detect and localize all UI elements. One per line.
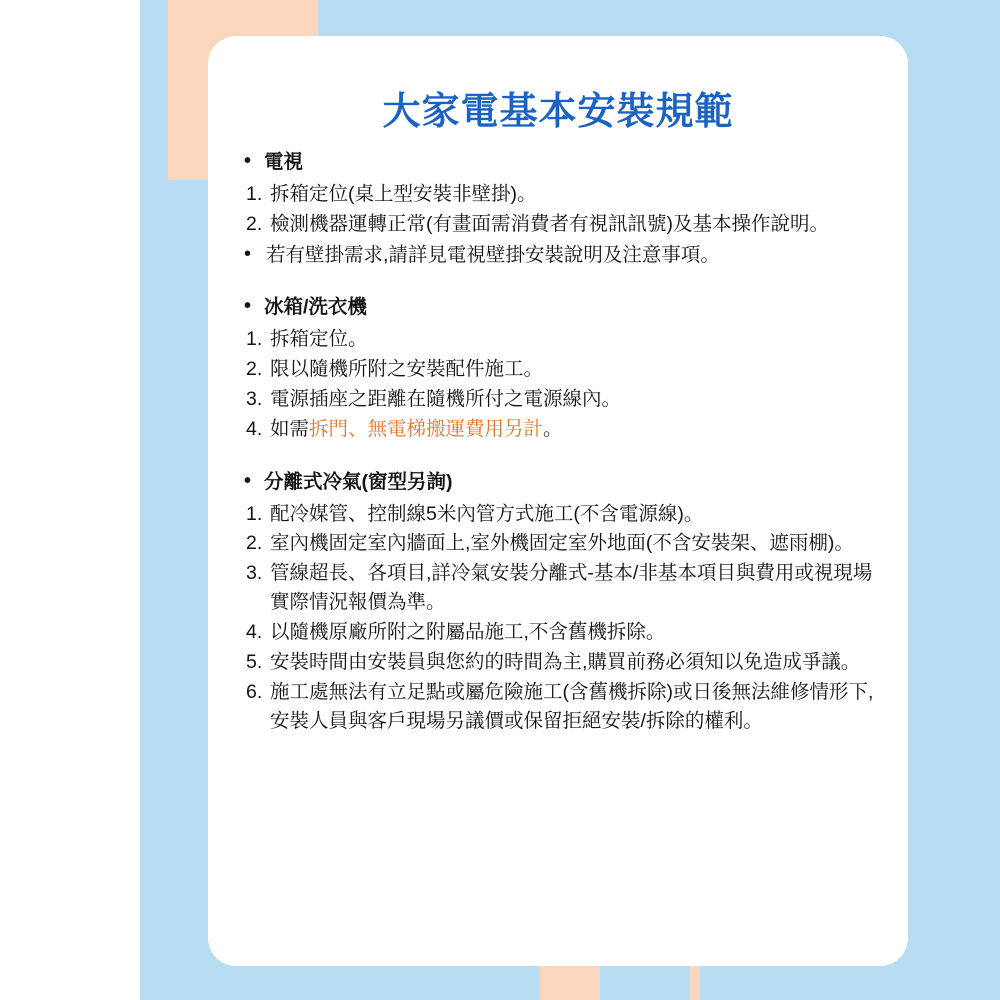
list-item: 電源插座之距離在隨機所付之電源線內。 xyxy=(270,388,622,411)
item-prefix: 如需 xyxy=(270,417,310,440)
page-title: 大家電基本安裝規範 xyxy=(382,91,734,133)
list-item: 配冷媒管、控制線5米內管方式施工(不含電源線)。 xyxy=(270,502,704,525)
section-tv xyxy=(246,148,882,269)
list-item-highlighted xyxy=(246,415,882,444)
list-item: 拆箱定位。 xyxy=(270,328,368,351)
section-tv-note: • 若有壁掛需求,請詳見電視壁掛安裝說明及注意事項。 xyxy=(264,241,882,270)
section-split-ac xyxy=(246,468,882,736)
section-heading: • 電視 xyxy=(264,148,882,177)
section-split-ac-list xyxy=(246,500,882,736)
list-item: 以隨機原廠所附之附屬品施工,不含舊機拆除。 xyxy=(270,621,666,644)
list-item: 安裝時間由安裝員與您約的時間為主,購買前務必須知以免造成爭議。 xyxy=(270,650,861,673)
section-tv-list xyxy=(246,180,882,239)
list-item: 限以隨機所附之安裝配件施工。 xyxy=(270,358,544,381)
list-item: 管線超長、各項目,詳冷氣安裝分離式-基本/非基本項目與費用或視現場實際情況報價為準。 xyxy=(270,562,873,614)
list-item: 檢測機器運轉正常(有畫面需消費者有視訊訊號)及基本操作說明。 xyxy=(270,212,829,235)
item-suffix: 。 xyxy=(543,417,563,440)
section-heading: • 冰箱/洗衣機 xyxy=(264,293,882,322)
section-fridge-washer-list xyxy=(246,325,882,443)
list-item: 室內機固定室內牆面上,室外機固定室外地面(不含安裝架、遮雨棚)。 xyxy=(270,532,854,555)
list-item: 拆箱定位(桌上型安裝非壁掛)。 xyxy=(270,182,537,205)
list-item: 施工處無法有立足點或屬危險施工(含舊機拆除)或日後無法維修情形下,安裝人員與客戶現場另議價或保留拒絕安裝/拆除的權利。 xyxy=(270,680,874,732)
content-card xyxy=(208,36,908,966)
regulations-body xyxy=(246,148,882,751)
item-highlight: 拆門、無電梯搬運費用另計 xyxy=(309,417,544,440)
section-fridge-washer xyxy=(246,293,882,443)
section-heading: • 分離式冷氣(窗型另詢) xyxy=(264,468,882,497)
